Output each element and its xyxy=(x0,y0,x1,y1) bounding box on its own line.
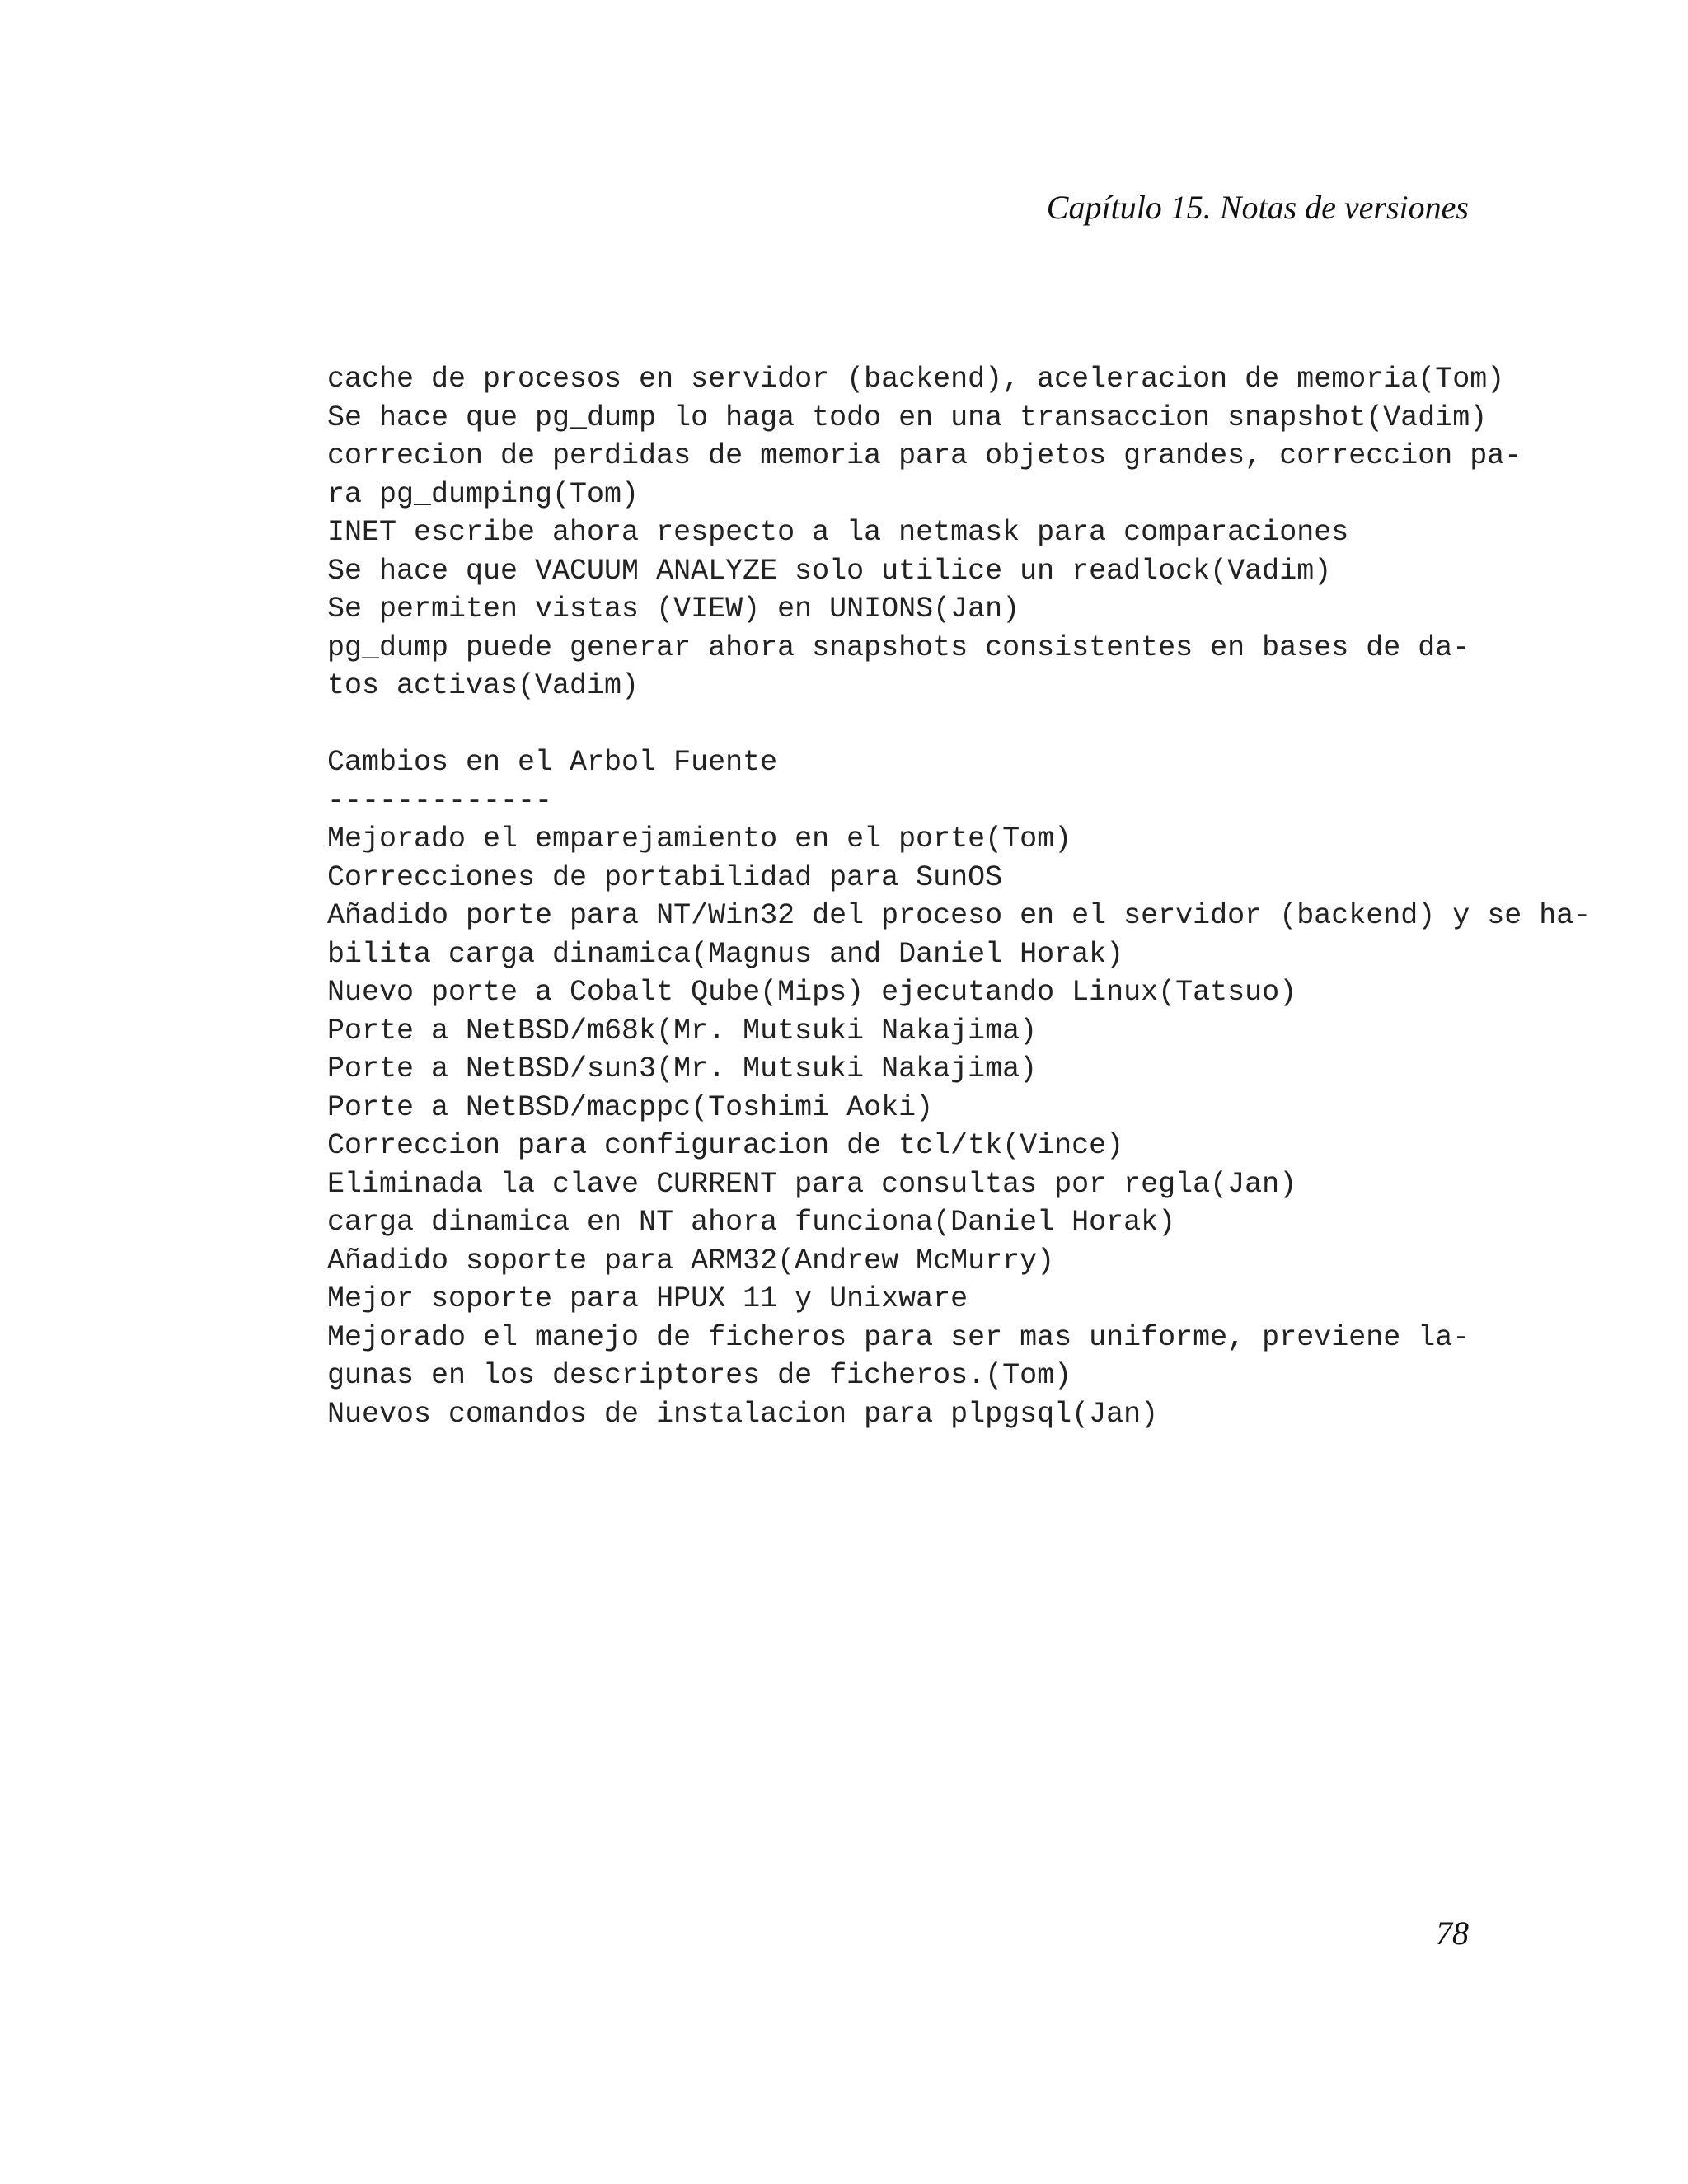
section-heading: Cambios en el Arbol Fuente xyxy=(327,746,778,779)
blank-line xyxy=(327,705,1591,744)
text-line: Se permiten vistas (VIEW) en UNIONS(Jan) xyxy=(327,593,1020,626)
text-line: Nuevos comandos de instalacion para plpgsql(Jan) xyxy=(327,1397,1159,1431)
release-notes-text xyxy=(327,360,1591,1433)
text-line: ra pg_dumping(Tom) xyxy=(327,477,640,511)
text-line: Porte a NetBSD/macppc(Toshimi Aoki) xyxy=(327,1090,934,1124)
text-line: Mejor soporte para HPUX 11 y Unixware xyxy=(327,1282,968,1315)
text-line: gunas en los descriptores de ficheros.(Tom) xyxy=(327,1359,1072,1392)
text-line: pg_dump puede generar ahora snapshots consistentes en bases de da- xyxy=(327,630,1470,664)
text-line: bilita carga dinamica(Magnus and Daniel Horak) xyxy=(327,937,1124,971)
text-line: Porte a NetBSD/m68k(Mr. Mutsuki Nakajima) xyxy=(327,1014,1038,1047)
running-header: Capítulo 15. Notas de versiones xyxy=(1046,189,1469,226)
text-line: Mejorado el manejo de ficheros para ser mas uniforme, previene la- xyxy=(327,1320,1470,1354)
page-number: 78 xyxy=(1436,1915,1469,1952)
text-line: Mejorado el emparejamiento en el porte(Tom) xyxy=(327,823,1072,855)
text-line: Se hace que pg_dump lo haga todo en una transaccion snapshot(Vadim) xyxy=(327,401,1488,434)
text-line: Correcciones de portabilidad para SunOS xyxy=(327,860,1003,894)
text-line: Eliminada la clave CURRENT para consultas por regla(Jan) xyxy=(327,1167,1297,1201)
text-line: Se hace que VACUUM ANALYZE solo utilice un readlock(Vadim) xyxy=(327,554,1332,588)
text-line: Nuevo porte a Cobalt Qube(Mips) ejecutando Linux(Tatsuo) xyxy=(327,976,1297,1009)
text-line: carga dinamica en NT ahora funciona(Daniel Horak) xyxy=(327,1206,1176,1239)
text-line: correcion de perdidas de memoria para objetos grandes, correccion pa- xyxy=(327,439,1522,472)
text-line: Porte a NetBSD/sun3(Mr. Mutsuki Nakajima) xyxy=(327,1052,1038,1085)
text-line: tos activas(Vadim) xyxy=(327,669,640,702)
text-line: cache de procesos en servidor (backend), aceleracion de memoria(Tom) xyxy=(327,363,1505,396)
section-underline: ------------- xyxy=(327,784,553,818)
text-line: INET escribe ahora respecto a la netmask para comparaciones xyxy=(327,516,1349,549)
text-line: Añadido soporte para ARM32(Andrew McMurry) xyxy=(327,1244,1055,1277)
text-line: Correccion para configuracion de tcl/tk(Vince) xyxy=(327,1129,1124,1162)
text-line: Añadido porte para NT/Win32 del proceso en el servidor (backend) y se ha- xyxy=(327,899,1592,932)
